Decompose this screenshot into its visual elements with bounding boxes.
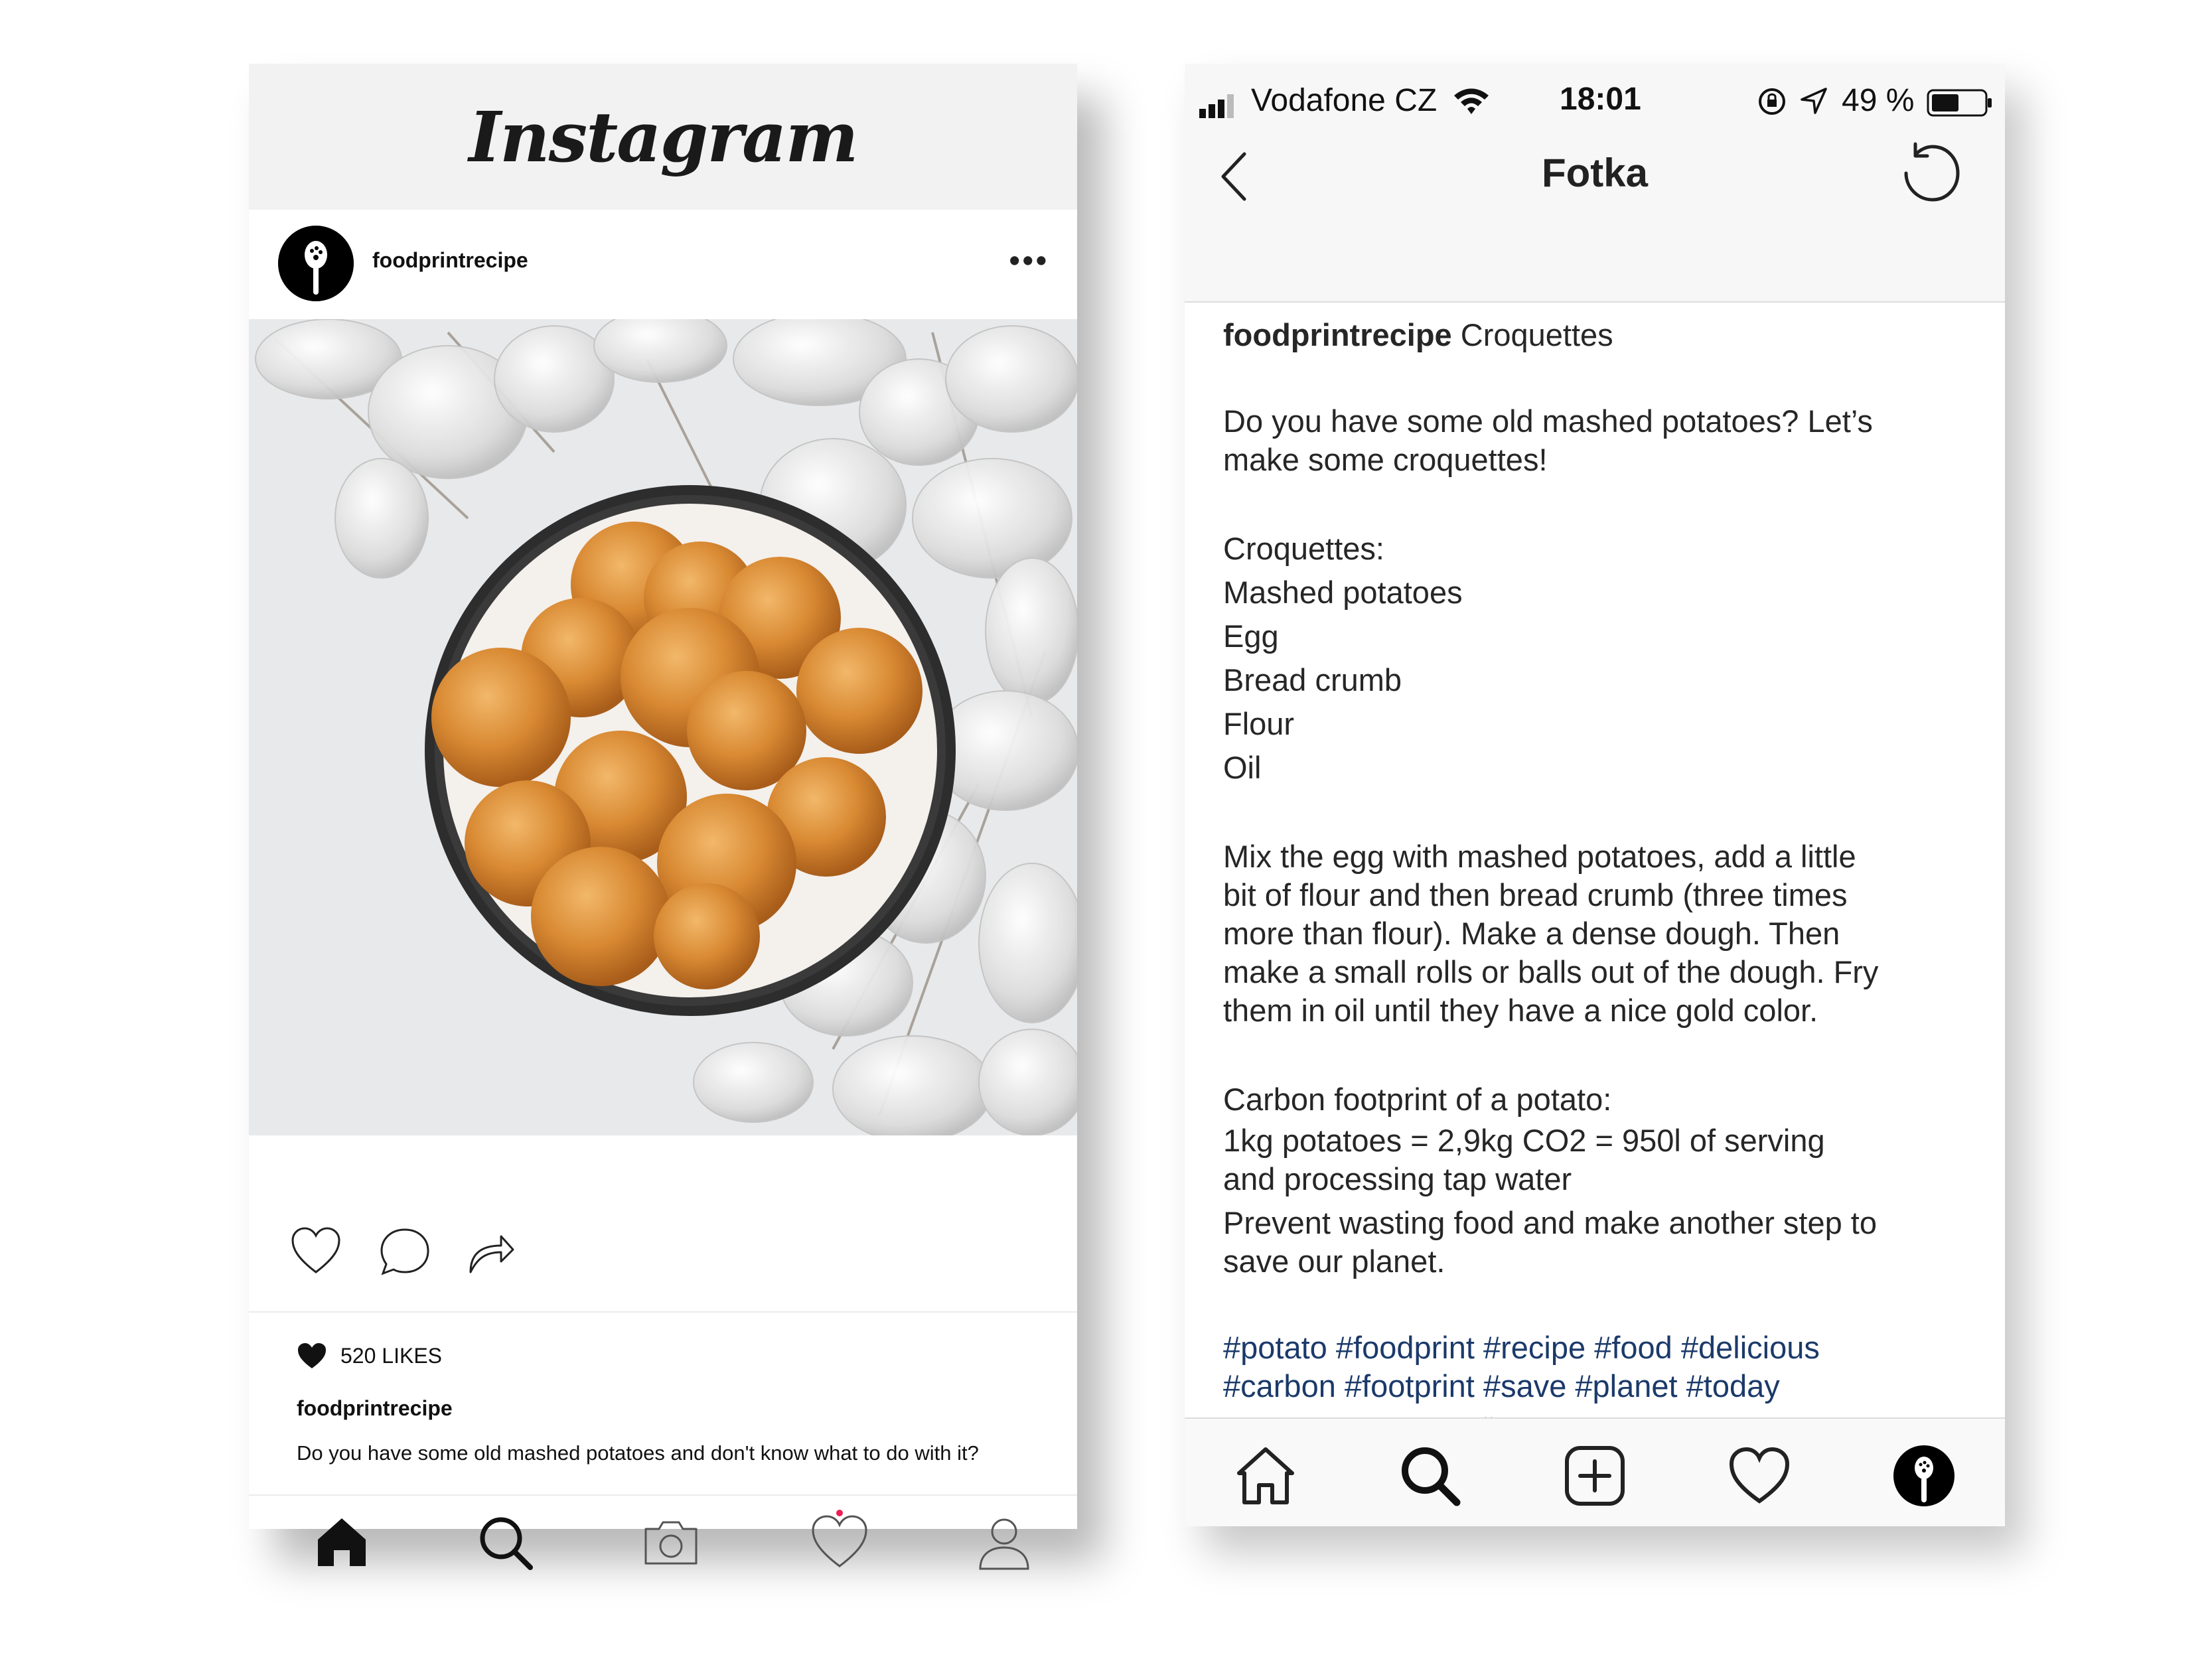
caption-username[interactable]: foodprintrecipe	[297, 1396, 453, 1420]
location-icon	[1799, 86, 1828, 115]
ingredient-item: Egg	[1223, 618, 1279, 654]
post-header	[249, 210, 1077, 319]
post-actions	[249, 1135, 1077, 1311]
status-bar	[1185, 64, 2005, 137]
caption-content	[1223, 316, 1980, 1442]
carbon-line: and processing tap water	[1223, 1161, 1572, 1196]
wifi-icon	[1453, 86, 1490, 117]
profile-avatar-icon[interactable]	[1892, 1444, 1956, 1508]
instagram-logo[interactable]: Instagram	[469, 96, 857, 178]
caption-intro-line: make some croquettes!	[1223, 442, 1548, 477]
nav-bar	[1185, 137, 2005, 303]
instagram-post-mockup	[249, 64, 1077, 1529]
camera-icon[interactable]	[642, 1513, 700, 1571]
caption-username[interactable]: foodprintrecipe	[1223, 317, 1452, 352]
home-icon[interactable]	[313, 1513, 371, 1571]
home-icon[interactable]	[1234, 1444, 1297, 1508]
heart-icon[interactable]	[1728, 1444, 1791, 1508]
likes-count: 520 LIKES	[340, 1343, 442, 1368]
heart-icon[interactable]	[290, 1226, 342, 1277]
search-icon[interactable]	[476, 1513, 534, 1571]
caption-intro-line: Do you have some old mashed potatoes? Let’s	[1223, 403, 1873, 439]
clock: 18:01	[1560, 82, 1641, 117]
hashtags-line[interactable]: #potato #foodprint #recipe #food #delicious	[1223, 1330, 1820, 1365]
divider	[249, 1494, 1077, 1496]
carbon-line: Prevent wasting food and make another step to	[1223, 1205, 1878, 1240]
battery-percent: 49 %	[1842, 83, 1915, 118]
post-username[interactable]: foodprintrecipe	[372, 248, 528, 272]
profile-icon[interactable]	[975, 1513, 1033, 1571]
page-title: Fotka	[1541, 151, 1649, 195]
ingredient-item: Mashed potatoes	[1223, 575, 1463, 610]
comment-icon[interactable]	[379, 1226, 431, 1277]
ingredients-heading: Croquettes:	[1223, 531, 1384, 566]
heart-filled-icon	[297, 1342, 327, 1370]
carbon-line: 1kg potatoes = 2,9kg CO2 = 950l of serving	[1223, 1123, 1825, 1158]
app-header	[249, 64, 1077, 210]
carrier-name: Vodafone CZ	[1251, 83, 1438, 118]
more-options-icon[interactable]: •••	[1009, 243, 1049, 277]
hashtags-line[interactable]: #carbon #footprint #save #planet #today	[1223, 1368, 1780, 1404]
method-line: make a small rolls or balls out of the dough. Fry	[1223, 954, 1879, 989]
likes-row[interactable]	[297, 1339, 442, 1372]
share-icon[interactable]	[465, 1226, 517, 1277]
refresh-icon[interactable]	[1898, 140, 1964, 206]
carbon-heading: Carbon footprint of a potato:	[1223, 1082, 1612, 1117]
ingredient-item: Bread crumb	[1223, 662, 1402, 697]
caption-header	[1223, 316, 1980, 354]
ingredients-list	[1223, 527, 1980, 790]
instagram-caption-screen	[1185, 64, 2005, 1526]
method-line: bit of flour and then bread crumb (three times	[1223, 877, 1848, 912]
post-photo[interactable]	[249, 319, 1077, 1135]
ingredient-item: Flour	[1223, 706, 1295, 741]
heart-icon[interactable]	[810, 1513, 869, 1571]
carbon-line: save our planet.	[1223, 1244, 1445, 1279]
divider	[249, 1311, 1077, 1313]
bottom-tab-bar	[1185, 1417, 2005, 1526]
method-line: them in oil until they have a nice gold color.	[1223, 993, 1818, 1028]
caption-text: Do you have some old mashed potatoes and don't know what to do with it?	[297, 1441, 979, 1465]
method-line: Mix the egg with mashed potatoes, add a little	[1223, 839, 1856, 874]
search-icon[interactable]	[1398, 1444, 1462, 1508]
signal-icon	[1199, 92, 1242, 118]
ingredient-item: Oil	[1223, 750, 1262, 785]
method-line: more than flour). Make a dense dough. Then	[1223, 916, 1840, 951]
caption-title: Croquettes	[1460, 317, 1613, 352]
notification-dot	[836, 1510, 843, 1516]
add-post-icon[interactable]	[1563, 1444, 1627, 1508]
orientation-lock-icon	[1757, 86, 1787, 117]
avatar[interactable]	[278, 226, 354, 301]
battery-icon	[1927, 88, 1993, 118]
